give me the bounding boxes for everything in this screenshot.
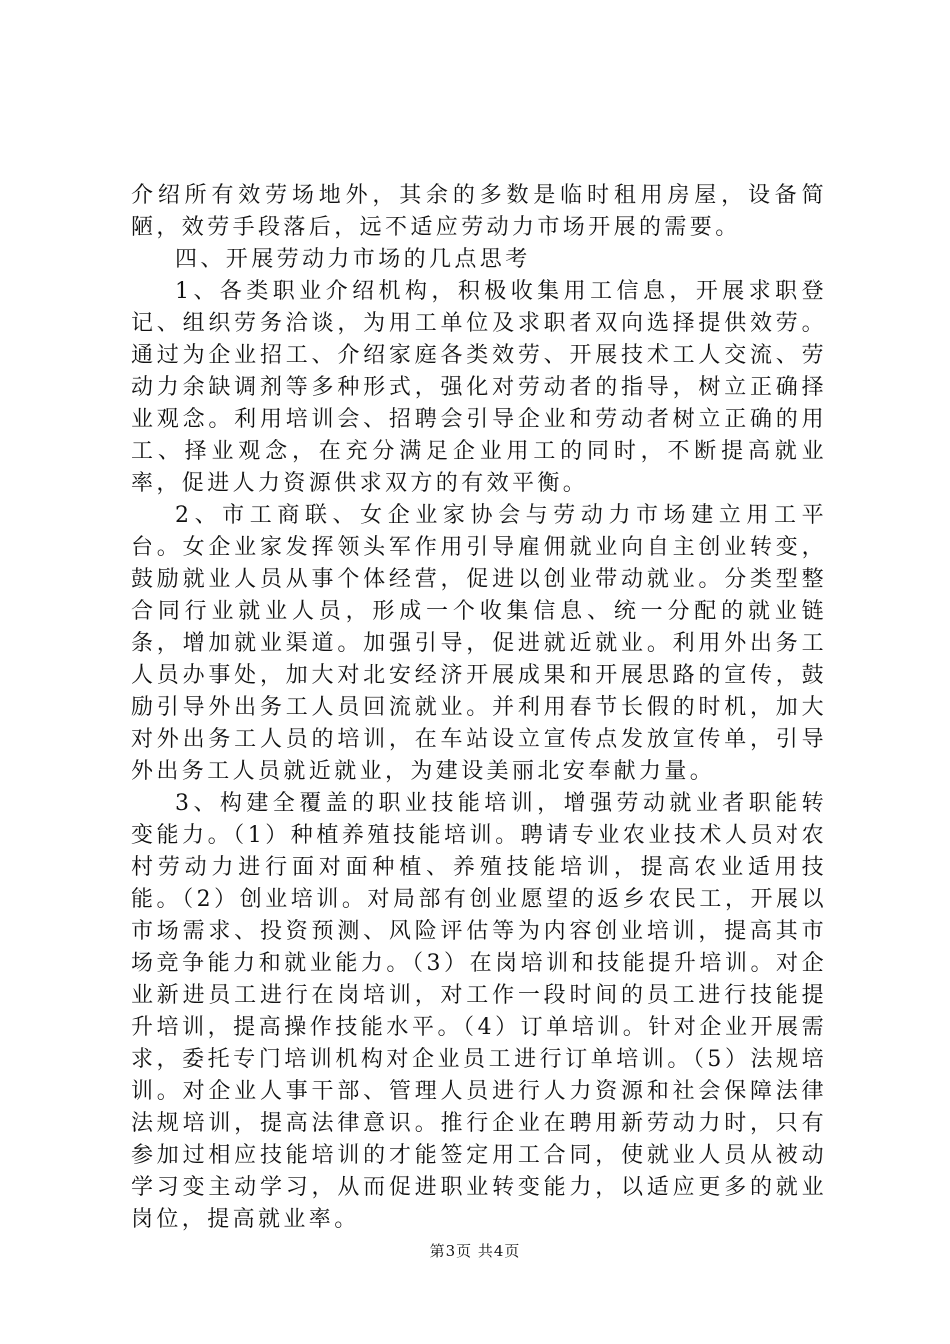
paragraph-item-2: 2、市工商联、女企业家协会与劳动力市场建立用工平台。女企业家发挥领头军作用引导雇佣就业向自主创业转变，鼓励就业人员从事个体经营，促进以创业带动就业。分类型整合同行业就业人员，形成一个收集信息、统一分配的就业链条，增加就业渠道。加强引导，促进就近就业。利用外出务工人员办事处，加大对北安经济开展成果和开展思路的宣传，鼓励引导外出务工人员回流就业。并利用春节长假的时机，加大对外出务工人员的培训，在车站设立宣传点发放宣传单，引导外出务工人员就近就业，为建设美丽北安奉献力量。 bbox=[131, 503, 827, 784]
paragraph-continuation: 介绍所有效劳场地外，其余的多数是临时租用房屋，设备简陋，效劳手段落后，远不适应劳动力市场开展的需要。 bbox=[131, 183, 827, 240]
page-number-footer: 第3页 共4页 bbox=[429, 1242, 521, 1260]
section-heading: 四、开展劳动力市场的几点思考 bbox=[175, 247, 531, 272]
paragraph-item-1: 1、各类职业介绍机构，积极收集用工信息，开展求职登记、组织劳务洽谈，为用工单位及求职者双向选择提供效劳。通过为企业招工、介绍家庭各类效劳、开展技术工人交流、劳动力余缺调剂等多种形式，强化对劳动者的指导，树立正确择业观念。利用培训会、招聘会引导企业和劳动者树立正确的用工、择业观念，在充分满足企业用工的同时，不断提高就业率，促进人力资源供求双方的有效平衡。 bbox=[131, 279, 827, 496]
document-body bbox=[131, 180, 827, 1236]
paragraph-item-3: 3、构建全覆盖的职业技能培训，增强劳动就业者职能转变能力。（1）种植养殖技能培训。聘请专业农业技术人员对农村劳动力进行面对面种植、养殖技能培训，提高农业适用技能。（2）创业培训。对局部有创业愿望的返乡农民工，开展以市场需求、投资预测、风险评估等为内容创业培训，提高其市场竞争能力和就业能力。（3）在岗培训和技能提升培训。对企业新进员工进行在岗培训，对工作一段时间的员工进行技能提升培训，提高操作技能水平。（4）订单培训。针对企业开展需求，委托专门培训机构对企业员工进行订单培训。（5）法规培训。对企业人事干部、管理人员进行人力资源和社会保障法律法规培训，提高法律意识。推行企业在聘用新劳动力时，只有参加过相应技能培训的才能签定用工合同，使就业人员从被动学习变主动学习，从而促进职业转变能力，以适应更多的就业岗位，提高就业率。 bbox=[131, 791, 827, 1232]
